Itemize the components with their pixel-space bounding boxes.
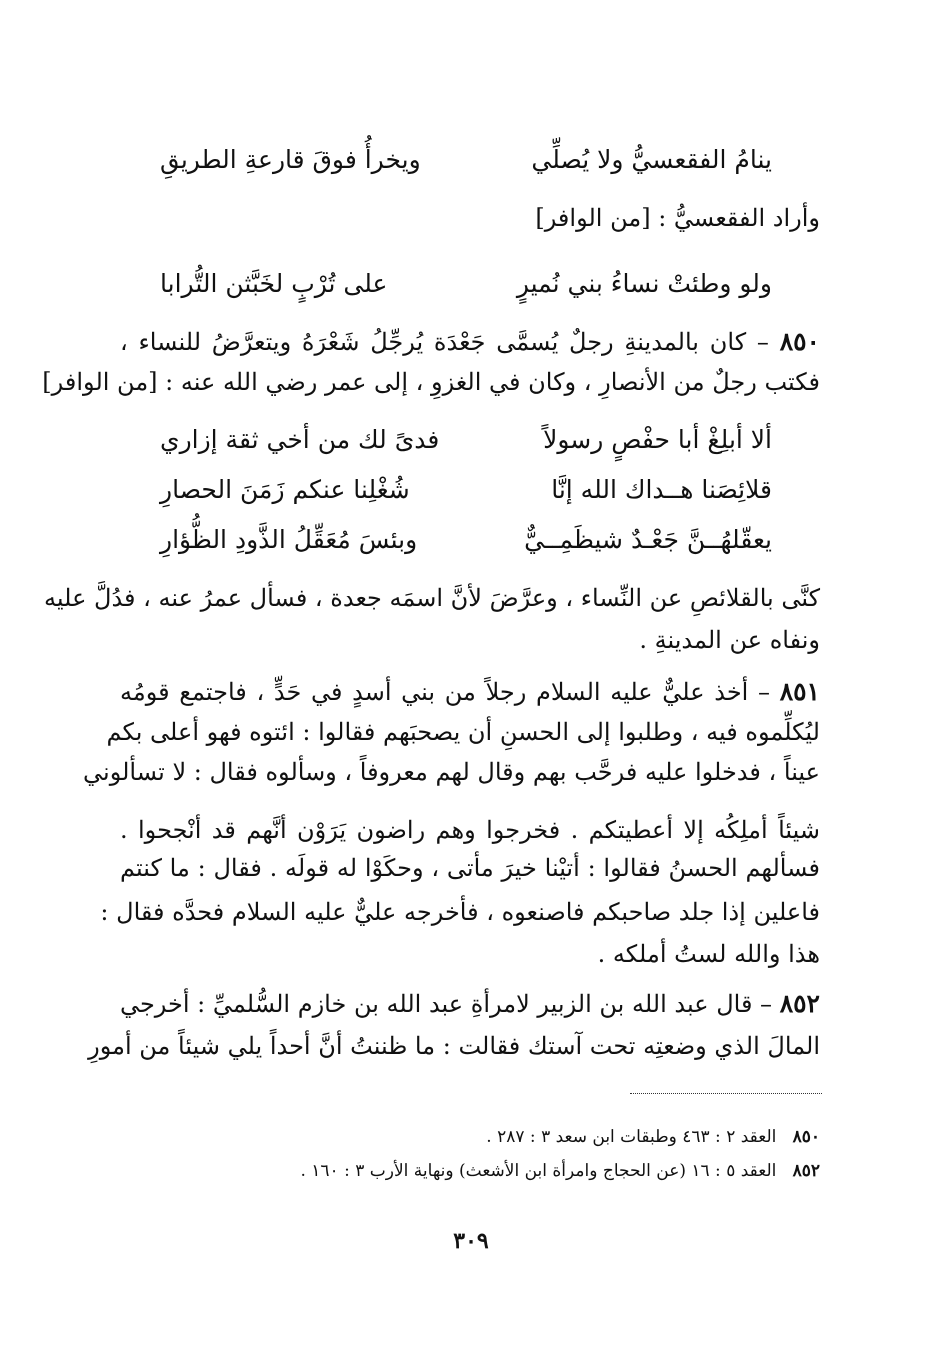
verse-line [0, 418, 942, 462]
verse-hemistich-second: على تُرْبٍ لخَبَّثن التُّرابا [160, 269, 388, 298]
verse-hemistich-second: وبئسَ مُعَقِّلُ الذَّودِ الظُّؤارِ [160, 525, 418, 554]
entry-number: ٨٥٢ [779, 989, 820, 1018]
footnote-number: ٨٥٠ [792, 1127, 820, 1147]
paragraph-851-line: ٨٥١ – أخذ عليٌّ عليه السلام رجلاً من بني أسدٍ في حَدٍّ ، فاجتمع قومُه [120, 677, 820, 706]
text-line: ونفاه عن المدينةِ . [639, 626, 820, 654]
paragraph-850-line: فكتب رجلٌ من الأنصارِ ، وكان في الغزوِ ، إلى عمر رضي الله عنه : [من الوافر] [42, 368, 820, 396]
verse-hemistich-second: ويخرأُ فوقَ قارعةِ الطريقِ [160, 145, 421, 174]
entry-number: ٨٥١ [779, 677, 820, 706]
paragraph-851-line: فسألهم الحسنُ فقالوا : أتيْنا خيرَ مأتى ، وحكَوْا له قولَه . فقال : ما كنتم [120, 854, 821, 882]
verse-hemistich-first: ألا أبلِغْ أبا حفْصٍ رسولاً [543, 425, 772, 454]
verse-hemistich-second: شُغْلِنا عنكم زَمَنَ الحصارِ [160, 475, 410, 504]
verse-hemistich-first: يعقّلهُــنَّ جَعْـدٌ شيظَمِــيٌّ [524, 525, 772, 554]
verse-hemistich-second: فدىً لك من أخي ثقة إزاري [160, 425, 440, 454]
paragraph-851-line: شيئاً أملِكُه إلا أعطيتكم . فخرجوا وهم راضون يَرَوْن أنَّهم قد أنْجحوا . [120, 816, 820, 844]
text-line: وأراد الفقعسيُّ : [من الوافر] [535, 204, 820, 232]
footnote-separator [630, 1093, 822, 1094]
verse-line [0, 138, 942, 182]
paragraph-852-line: ٨٥٢ – قال عبد الله بن الزبير لامرأةِ عبد الله بن خازم السُّلميِّ : أخرجي [119, 989, 820, 1018]
text-line: كنَّى بالقلائصِ عن النِّساء ، وعرَّضَ لأنَّ اسمَه جعدة ، فسأل عمرُ عنه ، فدُلَّ عليه [44, 584, 820, 612]
paragraph-852-line: المالَ الذي وضعتِه تحت آستك فقالت : ما ظننتُ أنَّ أحداً يلي شيئاً من أمورِ [88, 1032, 820, 1060]
verse-line [0, 262, 942, 306]
paragraph-851-line: عيناً ، فدخلوا عليه فرحَّب بهم وقال لهم معروفاً ، وسألوه فقال : لا تسألوني [83, 758, 820, 786]
paragraph-851-line: فاعلين إذا جلد صاحبكم فاصنعوه ، فأخرجه عليٌّ عليه السلام فحدَّه فقال : [100, 898, 820, 926]
footnote [486, 1122, 820, 1152]
page-number: ٣٠٩ [453, 1228, 489, 1254]
paragraph-851-line: ليُكلِّموه فيه ، وطلبوا إلى الحسنِ أن يصحبَهم فقالوا : ائتوه فهو أعلى بكم [106, 718, 820, 746]
footnote-number: ٨٥٢ [792, 1161, 820, 1181]
verse-hemistich-first: ولو وطئتْ نساءُ بني نُميرٍ [516, 269, 772, 298]
footnote-text: العقد ٢ : ٤٦٣ وطبقات ابن سعد ٣ : ٢٨٧ . [486, 1127, 777, 1147]
footnote [300, 1156, 820, 1186]
footnote-text: العقد ٥ : ١٦ (عن الحجاج وامرأة ابن الأشعث) ونهاية الأرب ٣ : ١٦٠ . [300, 1161, 777, 1181]
verse-hemistich-first: قلائِصَنا هــداك الله إنَّا [551, 475, 772, 504]
paragraph-851-line: هذا والله لستُ أملكه . [597, 940, 820, 968]
verse-hemistich-first: ينامُ الفقعسيُّ ولا يُصلِّي [531, 145, 772, 174]
verse-line [0, 518, 942, 562]
verse-line [0, 468, 942, 512]
entry-number: ٨٥٠ [779, 327, 820, 356]
paragraph-850-line: ٨٥٠ – كان بالمدينةِ رجلٌ يُسمَّى جَعْدَة يُرجِّلُ شَعْرَهُ ويتعرَّضُ للنساء ، [120, 327, 820, 356]
